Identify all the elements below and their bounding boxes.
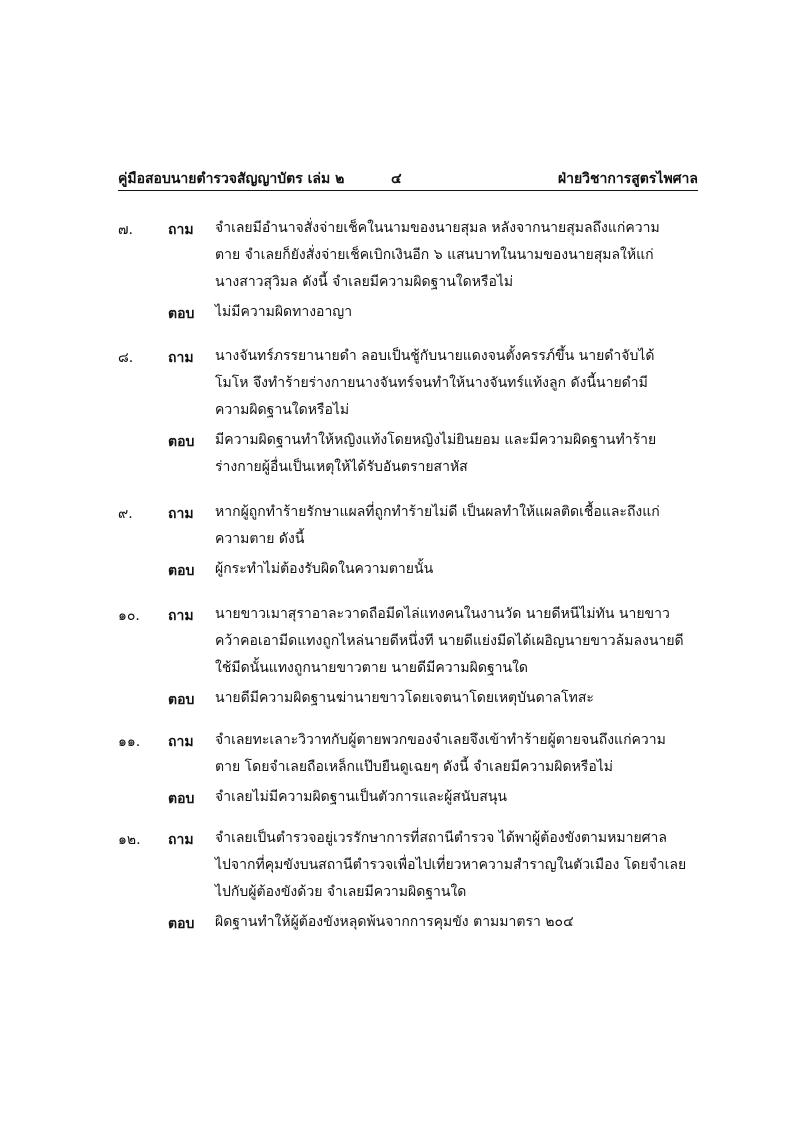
question-line: ใช้มีดนั้นแทงถูกนายขาวตาย นายดีมีความผิดฐานใด: [215, 660, 529, 676]
qa-item: [118, 601, 698, 712]
question-text: [215, 343, 701, 424]
qa-item: [118, 215, 698, 326]
question-line: จำเลยมีอำนาจสั่งจ่ายเช็คในนามของนายสุมล หลังจากนายสุมลถึงแก่ความ: [215, 220, 660, 236]
question-label: ถาม: [168, 608, 194, 624]
qa-item: [118, 825, 698, 936]
question-label: ถาม: [168, 506, 194, 522]
answer-line: ไม่มีความผิดทางอาญา: [215, 304, 353, 320]
question-label: ถาม: [168, 832, 194, 848]
question-line: หากผู้ถูกทำร้ายรักษาแผลที่ถูกทำร้ายไม่ดี เป็นผลทำให้แผลติดเชื้อและถึงแก่: [215, 504, 660, 520]
question-text: [215, 499, 701, 553]
question-text: [215, 727, 701, 781]
answer-line: นายดีมีความผิดฐานฆ่านายขาวโดยเจตนาโดยเหตุบันดาลโทสะ: [215, 690, 594, 706]
question-line: ไปกับผู้ต้องขังด้วย จำเลยมีความผิดฐานใด: [215, 884, 467, 900]
question-label: ถาม: [168, 734, 194, 750]
publisher: ฝ่ายวิชาการสูตรไพศาล: [557, 171, 698, 187]
answer-text: [215, 685, 701, 712]
question-line: ตาย จำเลยก็ยังสั่งจ่ายเช็คเบิกเงินอีก ๖ แสนบาทในนามของนายสุมลให้แก่: [215, 247, 654, 263]
question-line: ไปจากที่คุมขังบนสถานีตำรวจเพื่อไปเที่ยวหาความสำราญในตัวเมือง โดยจำเลย: [215, 857, 687, 873]
answer-label: ตอบ: [168, 692, 195, 708]
question-line: จำเลยทะเลาะวิวาทกับผู้ตายพวกของจำเลยจึงเข้าทำร้ายผู้ตายจนถึงแก่ความ: [215, 732, 666, 748]
qa-item: [118, 343, 698, 481]
answer-line: ผิดฐานทำให้ผู้ต้องขังหลุดพ้นจากการคุมขัง ตามมาตรา ๒๐๔: [215, 914, 574, 930]
answer-line: ผู้กระทำไม่ต้องรับผิดในความตายนั้น: [215, 561, 434, 577]
answer-label: ตอบ: [168, 306, 195, 322]
question-line: ตาย โดยจำเลยถือเหล็กแป๊บยืนดูเฉยๆ ดังนี้ จำเลยมีความผิดหรือไม่: [215, 759, 614, 775]
answer-line: ร่างกายผู้อื่นเป็นเหตุให้ได้รับอันตรายสาหัส: [215, 459, 468, 475]
item-number: ๙.: [118, 506, 133, 522]
header-divider: [118, 190, 698, 191]
qa-item: [118, 727, 698, 811]
book-title: คู่มือสอบนายตำรวจสัญญาบัตร เล่ม ๒: [118, 171, 345, 187]
answer-label: ตอบ: [168, 791, 195, 807]
item-number: ๑๑.: [118, 734, 141, 750]
page-header: [118, 164, 698, 190]
answer-line: มีความผิดฐานทำให้หญิงแท้งโดยหญิงไม่ยินยอม และมีความผิดฐานทำร้าย: [215, 432, 657, 448]
answer-text: [215, 556, 701, 583]
question-line: นายขาวเมาสุราอาละวาดถือมีดไล่แทงคนในงานวัด นายดีหนีไม่ทัน นายขาว: [215, 606, 670, 622]
question-line: คว้าคอเอามีดแทงถูกไหล่นายดีหนึ่งที นายดีแย่งมีดได้เผอิญนายขาวล้มลงนายดี: [215, 633, 684, 649]
answer-label: ตอบ: [168, 563, 195, 579]
answer-text: [215, 784, 701, 811]
item-number: ๗.: [118, 222, 133, 238]
question-text: [215, 825, 701, 906]
question-line: นางจันทร์ภรรยานายดำ ลอบเป็นชู้กับนายแดงจนตั้งครรภ์ขึ้น นายดำจับได้: [215, 348, 655, 364]
answer-text: [215, 427, 701, 481]
answer-label: ตอบ: [168, 434, 195, 450]
answer-text: [215, 299, 701, 326]
question-line: จำเลยเป็นตำรวจอยู่เวรรักษาการที่สถานีตำรวจ ได้พาผู้ต้องขังตามหมายศาล: [215, 830, 667, 846]
question-line: นางสาวสุวิมล ดังนี้ จำเลยมีความผิดฐานใดหรือไม่: [215, 274, 514, 290]
question-label: ถาม: [168, 350, 194, 366]
item-number: ๘.: [118, 350, 134, 366]
qa-item: [118, 499, 698, 583]
page-number: ๔: [391, 171, 402, 187]
answer-text: [215, 909, 701, 936]
answer-label: ตอบ: [168, 916, 195, 932]
question-text: [215, 601, 701, 682]
item-number: ๑๐.: [118, 608, 140, 624]
question-line: ความตาย ดังนี้: [215, 531, 305, 547]
question-line: ความผิดฐานใดหรือไม่: [215, 402, 350, 418]
item-number: ๑๒.: [118, 832, 141, 848]
question-label: ถาม: [168, 222, 194, 238]
question-line: โมโห จึงทำร้ายร่างกายนางจันทร์จนทำให้นางจันทร์แท้งลูก ดังนี้นายดำมี: [215, 375, 648, 391]
question-text: [215, 215, 701, 296]
answer-line: จำเลยไม่มีความผิดฐานเป็นตัวการและผู้สนับสนุน: [215, 789, 507, 805]
